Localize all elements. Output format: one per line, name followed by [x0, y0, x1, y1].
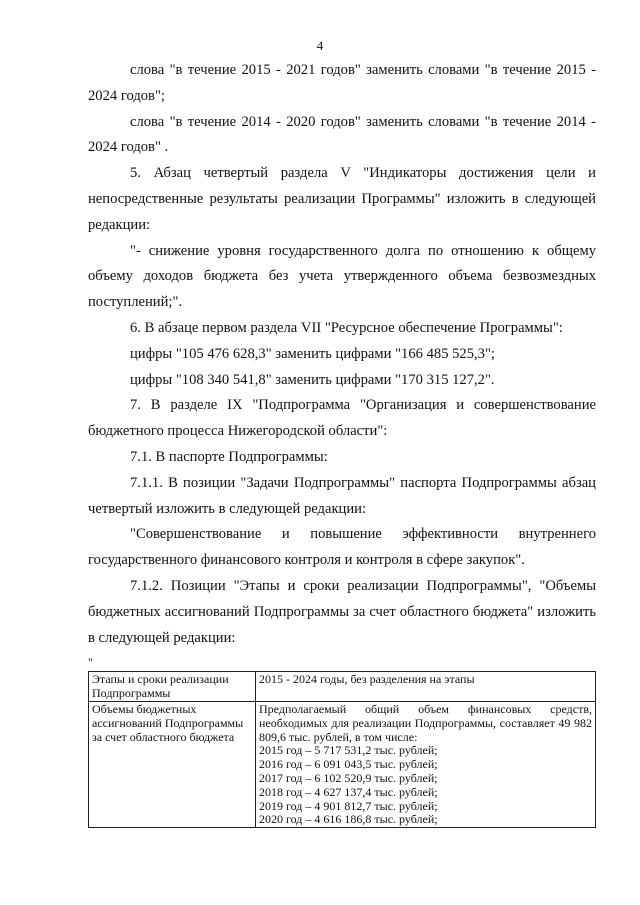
paragraph-2: слова "в течение 2014 - 2020 годов" заменить словами "в течение 2014 - 2024 годов" . [88, 113, 596, 156]
row-value-funding [256, 701, 596, 827]
funding-year-2019: 2019 год – 4 901 812,7 тыс. рублей; [259, 798, 438, 813]
table-row [89, 672, 596, 702]
funding-year-2018: 2018 год – 4 627 137,4 тыс. рублей; [259, 784, 438, 799]
paragraph-7: цифры "108 340 541,8" заменить цифрами "170 315 127,2". [130, 371, 495, 388]
paragraph-11: "Совершенствование и повышение эффективности внутреннего государственного финансового контроля и контроля в сфере закупок". [88, 526, 596, 569]
paragraph-5: 6. В абзаце первом раздела VII "Ресурсное обеспечение Программы": [130, 319, 563, 336]
funding-year-2020: 2020 год – 4 616 186,8 тыс. рублей; [259, 812, 438, 827]
paragraph-4: "- снижение уровня государственного долга по отношению к общему объему доходов бюджета без учета утвержденного объема безвозмездных поступлений;". [88, 242, 596, 311]
paragraph-9: 7.1. В паспорте Подпрограммы: [130, 448, 328, 465]
funding-year-2015: 2015 год – 5 717 531,2 тыс. рублей; [259, 743, 438, 758]
document-body [88, 58, 596, 828]
paragraph-1: слова "в течение 2015 - 2021 годов" заменить словами "в течение 2015 - 2024 годов"; [88, 62, 596, 104]
row-value-stages [256, 672, 596, 702]
stages-value: 2015 - 2024 годы, без разделения на этапы [259, 672, 475, 687]
opening-quote-mark: " [88, 655, 93, 670]
subprogram-passport-table [88, 671, 596, 828]
row-label-stages: Этапы и сроки реализации Подпрограммы [89, 672, 256, 702]
paragraph-12: 7.1.2. Позиции "Этапы и сроки реализации Подпрограммы", "Объемы бюджетных ассигнований Подпрограммы за счет областного бюджета" изложить в следующей редакции: [88, 577, 596, 646]
funding-year-2017: 2017 год – 6 102 520,9 тыс. рублей; [259, 770, 438, 785]
paragraph-6: цифры "105 476 628,3" заменить цифрами "166 485 525,3"; [130, 345, 495, 362]
paragraph-3: 5. Абзац четвертый раздела V "Индикаторы достижения цели и непосредственные результаты реализации Программы" изложить в следующей редакции: [88, 165, 596, 233]
funding-intro: Предполагаемый общий объем финансовых средств, необходимых для реализации Подпрограммы, составляет 49 982 809,6 тыс. рублей, в том числе: [259, 701, 592, 744]
table-row [89, 701, 596, 827]
funding-year-2016: 2016 год – 6 091 043,5 тыс. рублей; [259, 757, 438, 772]
row-label-funding: Объемы бюджетных ассигнований Подпрограммы за счет областного бюджета [89, 701, 256, 827]
paragraph-8: 7. В разделе IX "Подпрограмма "Организация и совершенствование бюджетного процесса Нижегородской области": [88, 397, 596, 440]
paragraph-10: 7.1.1. В позиции "Задачи Подпрограммы" паспорта Подпрограммы абзац четвертый изложить в следующей редакции: [88, 474, 596, 517]
page-number: 4 [316, 38, 324, 53]
